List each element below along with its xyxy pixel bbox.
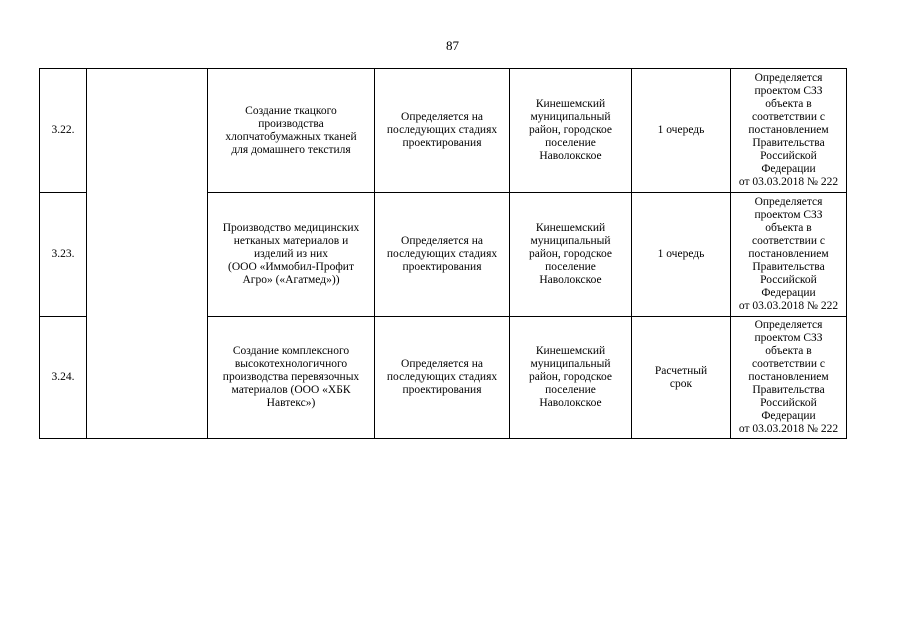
implementation-queue: Расчетный срок	[632, 317, 731, 439]
design-stage: Определяется на последующих стадиях проектирования	[375, 69, 510, 193]
implementation-queue: 1 очередь	[632, 193, 731, 317]
object-name: Создание ткацкого производства хлопчатобумажных тканей для домашнего текстиля	[208, 69, 375, 193]
sanitary-zone-note: Определяется проектом СЗЗ объекта в соответствии с постановлением Правительства Российской Федерации от 03.03.2018 № 222	[731, 317, 847, 439]
design-stage: Определяется на последующих стадиях проектирования	[375, 193, 510, 317]
table-row	[40, 69, 847, 193]
location: Кинешемский муниципальный район, городское поселение Наволокское	[510, 69, 632, 193]
location: Кинешемский муниципальный район, городское поселение Наволокское	[510, 317, 632, 439]
sanitary-zone-note: Определяется проектом СЗЗ объекта в соответствии с постановлением Правительства Российской Федерации от 03.03.2018 № 222	[731, 69, 847, 193]
object-name: Производство медицинских нетканых материалов и изделий из них (ООО «Иммобил-Профит Агро» («Агатмед»))	[208, 193, 375, 317]
row-number: 3.23.	[40, 193, 87, 317]
design-stage: Определяется на последующих стадиях проектирования	[375, 317, 510, 439]
page-number: 87	[446, 38, 459, 53]
object-name: Создание комплексного высокотехнологичного производства перевязочных материалов (ООО «ХБК Навтекс»)	[208, 317, 375, 439]
objects-table	[39, 68, 847, 439]
sanitary-zone-note: Определяется проектом СЗЗ объекта в соответствии с постановлением Правительства Российской Федерации от 03.03.2018 № 222	[731, 193, 847, 317]
row-number: 3.24.	[40, 317, 87, 439]
implementation-queue: 1 очередь	[632, 69, 731, 193]
row-number: 3.22.	[40, 69, 87, 193]
merged-empty-cell	[87, 69, 208, 439]
location: Кинешемский муниципальный район, городское поселение Наволокское	[510, 193, 632, 317]
